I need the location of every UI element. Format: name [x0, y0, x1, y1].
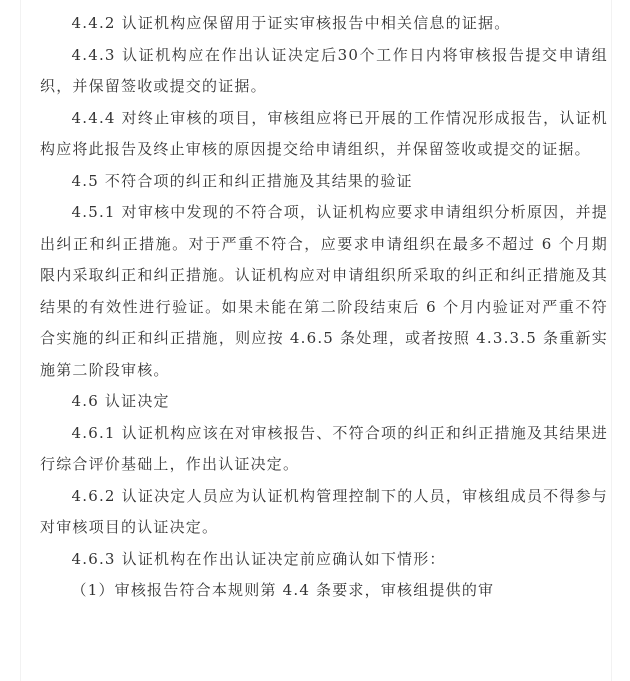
paragraph-4-6-3: 4.6.3 认证机构在作出认证决定前应确认如下情形：: [71, 549, 446, 568]
paragraph-4-4-4: 4.4.4 对终止审核的项目，审核组应将已开展的工作情况形成报告，认证机构应将此报告及终止审核的原因提交给申请组织，并保留签收或提交的证据。: [40, 108, 608, 158]
paragraph-4-4-2: 4.4.2 认证机构应保留用于证实审核报告中相关信息的证据。: [71, 14, 511, 32]
paragraph-4-6-1: 4.6.1 认证机构应该在对审核报告、不符合项的纠正和纠正措施及其结果进行综合评价基础上，作出认证决定。: [40, 423, 608, 473]
paragraph-4-4-3: 4.4.3 认证机构应在作出认证决定后30个工作日内将审核报告提交申请组织，并保留签收或提交的证据。: [40, 45, 608, 95]
section-heading-4-5: 4.5 不符合项的纠正和纠正措施及其结果的验证: [71, 171, 413, 190]
list-item-1: （1）审核报告符合本规则第 4.4 条要求，审核组提供的审: [71, 581, 495, 599]
document-page: [40, 8, 608, 607]
paragraph-4-5-1: 4.5.1 对审核中发现的不符合项，认证机构应要求申请组织分析原因，并提出纠正和纠正措施。对于严重不符合，应要求申请组织在最多不超过 6 个月期限内采取纠正和纠正措施。认证机构应对申请组织所采取的纠正和纠正措施及其结果的有效性进行验证。如果未能在第二阶段结束后 6 个月内验证对严重不符合实施的纠正和纠正措施，则应按 4.6.5 条处理，或者按照 4.3.3.5 条重新实施第二阶段审核。: [40, 203, 608, 379]
section-heading-4-6: 4.6 认证决定: [71, 392, 170, 410]
paragraph-4-6-2: 4.6.2 认证决定人员应为认证机构管理控制下的人员，审核组成员不得参与对审核项目的认证决定。: [40, 486, 608, 536]
